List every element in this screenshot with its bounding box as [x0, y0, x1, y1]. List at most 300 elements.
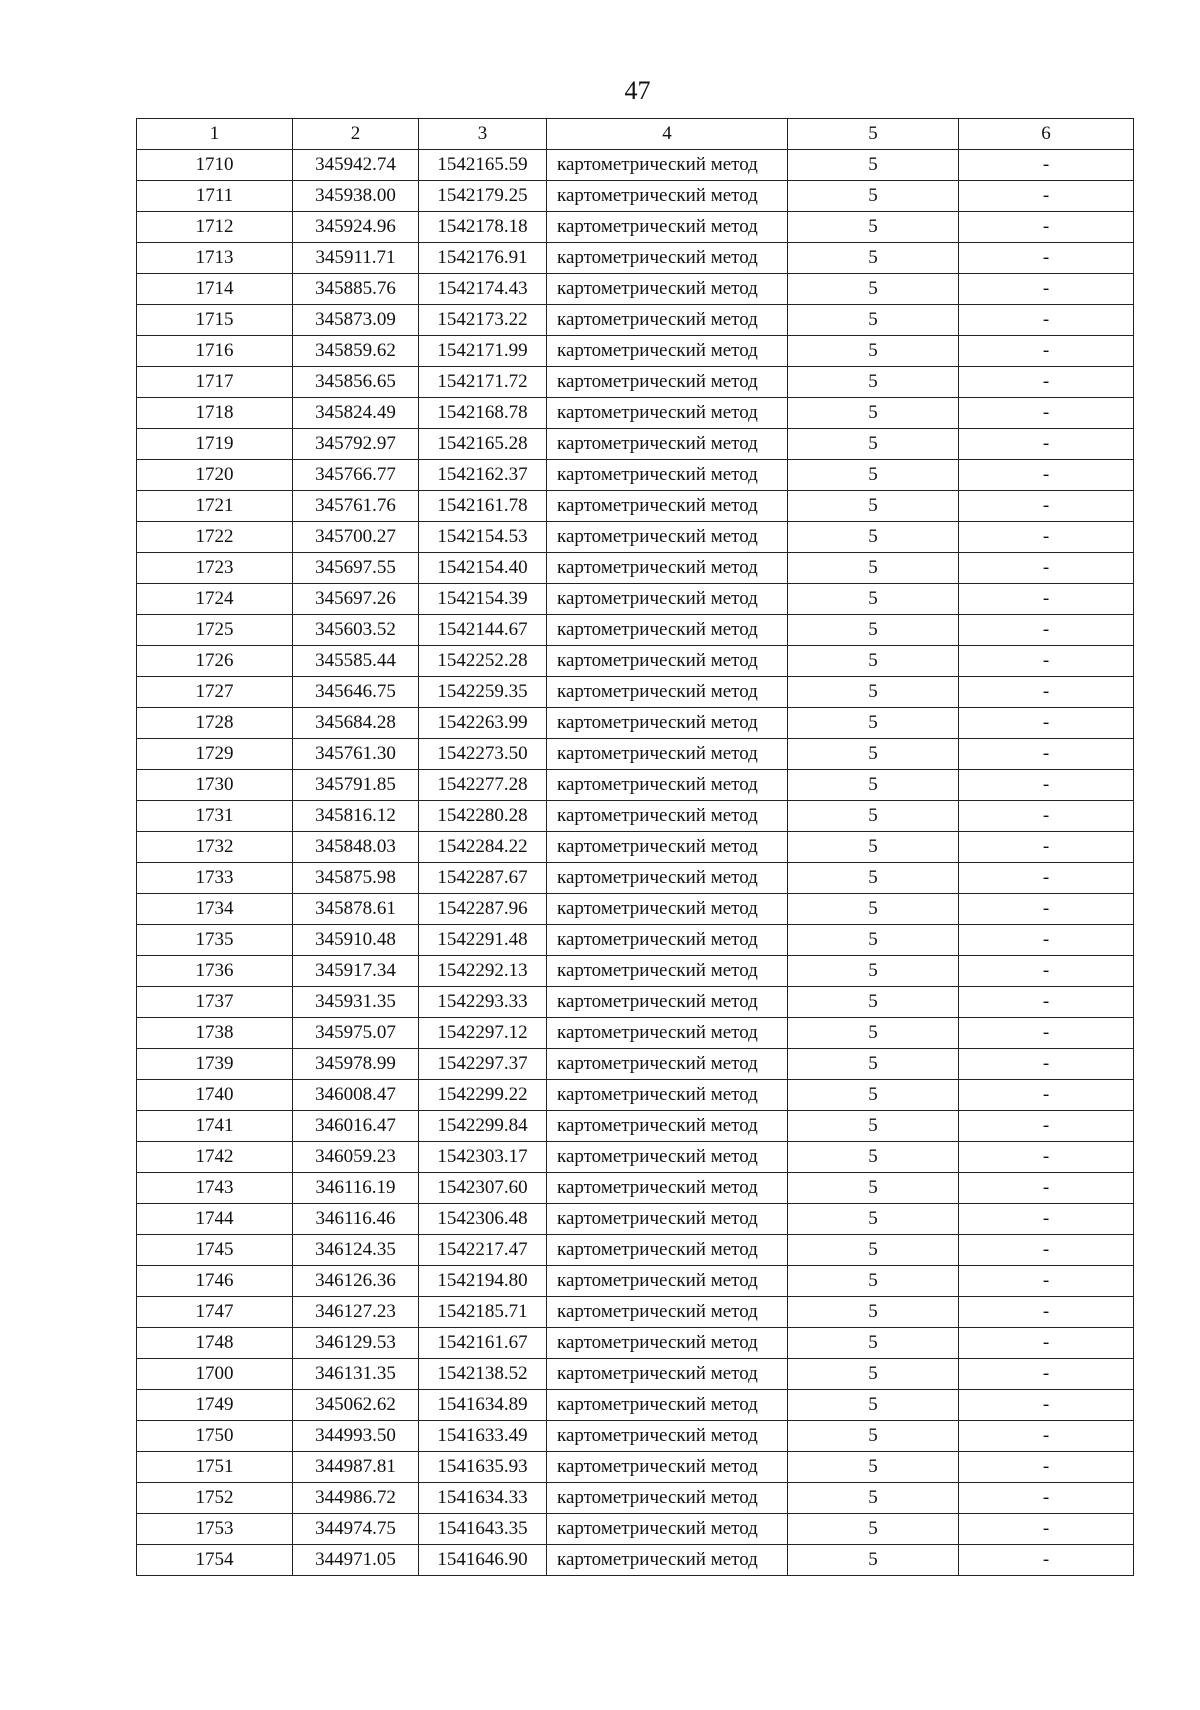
accuracy-cell: 5	[788, 1080, 959, 1111]
note-cell: -	[959, 553, 1134, 584]
accuracy-cell: 5	[788, 1235, 959, 1266]
table-row	[137, 739, 1134, 770]
point-number-cell: 1754	[137, 1545, 293, 1576]
y-coordinate-cell: 1541646.90	[419, 1545, 547, 1576]
method-cell: картометрический метод	[547, 150, 788, 181]
note-cell: -	[959, 429, 1134, 460]
point-number-cell: 1728	[137, 708, 293, 739]
accuracy-cell: 5	[788, 1018, 959, 1049]
method-cell: картометрический метод	[547, 1297, 788, 1328]
y-coordinate-cell: 1541643.35	[419, 1514, 547, 1545]
point-number-cell: 1710	[137, 150, 293, 181]
method-cell: картометрический метод	[547, 646, 788, 677]
accuracy-cell: 5	[788, 925, 959, 956]
note-cell: -	[959, 1390, 1134, 1421]
accuracy-cell: 5	[788, 677, 959, 708]
x-coordinate-cell: 345697.55	[293, 553, 419, 584]
method-cell: картометрический метод	[547, 553, 788, 584]
table-row	[137, 708, 1134, 739]
accuracy-cell: 5	[788, 1545, 959, 1576]
point-number-cell: 1725	[137, 615, 293, 646]
coordinates-table	[136, 118, 1134, 1576]
y-coordinate-cell: 1542287.96	[419, 894, 547, 925]
point-number-cell: 1742	[137, 1142, 293, 1173]
point-number-cell: 1720	[137, 460, 293, 491]
point-number-cell: 1752	[137, 1483, 293, 1514]
y-coordinate-cell: 1542171.99	[419, 336, 547, 367]
x-coordinate-cell: 344986.72	[293, 1483, 419, 1514]
y-coordinate-cell: 1542280.28	[419, 801, 547, 832]
table-row	[137, 336, 1134, 367]
x-coordinate-cell: 344987.81	[293, 1452, 419, 1483]
note-cell: -	[959, 894, 1134, 925]
accuracy-cell: 5	[788, 1483, 959, 1514]
x-coordinate-cell: 345766.77	[293, 460, 419, 491]
y-coordinate-cell: 1542277.28	[419, 770, 547, 801]
point-number-cell: 1712	[137, 212, 293, 243]
accuracy-cell: 5	[788, 212, 959, 243]
table-row	[137, 1266, 1134, 1297]
note-cell: -	[959, 1049, 1134, 1080]
point-number-cell: 1750	[137, 1421, 293, 1452]
method-cell: картометрический метод	[547, 1390, 788, 1421]
y-coordinate-cell: 1542154.40	[419, 553, 547, 584]
point-number-cell: 1736	[137, 956, 293, 987]
accuracy-cell: 5	[788, 429, 959, 460]
method-cell: картометрический метод	[547, 1359, 788, 1390]
note-cell: -	[959, 1173, 1134, 1204]
point-number-cell: 1738	[137, 1018, 293, 1049]
y-coordinate-cell: 1542173.22	[419, 305, 547, 336]
y-coordinate-cell: 1542252.28	[419, 646, 547, 677]
accuracy-cell: 5	[788, 1390, 959, 1421]
x-coordinate-cell: 345791.85	[293, 770, 419, 801]
table-row	[137, 894, 1134, 925]
note-cell: -	[959, 956, 1134, 987]
table-row	[137, 150, 1134, 181]
point-number-cell: 1749	[137, 1390, 293, 1421]
accuracy-cell: 5	[788, 336, 959, 367]
method-cell: картометрический метод	[547, 305, 788, 336]
table-header-row	[137, 119, 1134, 150]
y-coordinate-cell: 1542176.91	[419, 243, 547, 274]
accuracy-cell: 5	[788, 832, 959, 863]
accuracy-cell: 5	[788, 243, 959, 274]
accuracy-cell: 5	[788, 398, 959, 429]
accuracy-cell: 5	[788, 1204, 959, 1235]
method-cell: картометрический метод	[547, 1545, 788, 1576]
table-row	[137, 1390, 1134, 1421]
accuracy-cell: 5	[788, 1514, 959, 1545]
column-header: 1	[137, 119, 293, 150]
x-coordinate-cell: 344993.50	[293, 1421, 419, 1452]
table-row	[137, 243, 1134, 274]
y-coordinate-cell: 1542165.59	[419, 150, 547, 181]
table-row	[137, 367, 1134, 398]
point-number-cell: 1722	[137, 522, 293, 553]
method-cell: картометрический метод	[547, 1049, 788, 1080]
point-number-cell: 1744	[137, 1204, 293, 1235]
table-row	[137, 863, 1134, 894]
table-row	[137, 1359, 1134, 1390]
method-cell: картометрический метод	[547, 863, 788, 894]
table-row	[137, 1142, 1134, 1173]
x-coordinate-cell: 346124.35	[293, 1235, 419, 1266]
note-cell: -	[959, 1235, 1134, 1266]
y-coordinate-cell: 1542287.67	[419, 863, 547, 894]
y-coordinate-cell: 1542161.78	[419, 491, 547, 522]
x-coordinate-cell: 345978.99	[293, 1049, 419, 1080]
x-coordinate-cell: 345848.03	[293, 832, 419, 863]
table-row	[137, 832, 1134, 863]
table-row	[137, 1483, 1134, 1514]
table-row	[137, 1421, 1134, 1452]
accuracy-cell: 5	[788, 956, 959, 987]
point-number-cell: 1726	[137, 646, 293, 677]
x-coordinate-cell: 345859.62	[293, 336, 419, 367]
y-coordinate-cell: 1542138.52	[419, 1359, 547, 1390]
point-number-cell: 1743	[137, 1173, 293, 1204]
point-number-cell: 1734	[137, 894, 293, 925]
point-number-cell: 1727	[137, 677, 293, 708]
note-cell: -	[959, 1328, 1134, 1359]
y-coordinate-cell: 1542259.35	[419, 677, 547, 708]
note-cell: -	[959, 274, 1134, 305]
note-cell: -	[959, 863, 1134, 894]
y-coordinate-cell: 1542299.22	[419, 1080, 547, 1111]
note-cell: -	[959, 1421, 1134, 1452]
note-cell: -	[959, 1018, 1134, 1049]
note-cell: -	[959, 1545, 1134, 1576]
method-cell: картометрический метод	[547, 1142, 788, 1173]
x-coordinate-cell: 345924.96	[293, 212, 419, 243]
note-cell: -	[959, 336, 1134, 367]
note-cell: -	[959, 460, 1134, 491]
y-coordinate-cell: 1542165.28	[419, 429, 547, 460]
method-cell: картометрический метод	[547, 801, 788, 832]
note-cell: -	[959, 646, 1134, 677]
y-coordinate-cell: 1542263.99	[419, 708, 547, 739]
y-coordinate-cell: 1541635.93	[419, 1452, 547, 1483]
accuracy-cell: 5	[788, 181, 959, 212]
note-cell: -	[959, 708, 1134, 739]
x-coordinate-cell: 345646.75	[293, 677, 419, 708]
y-coordinate-cell: 1541634.89	[419, 1390, 547, 1421]
note-cell: -	[959, 615, 1134, 646]
accuracy-cell: 5	[788, 553, 959, 584]
method-cell: картометрический метод	[547, 1204, 788, 1235]
method-cell: картометрический метод	[547, 1514, 788, 1545]
table-row	[137, 429, 1134, 460]
accuracy-cell: 5	[788, 1421, 959, 1452]
method-cell: картометрический метод	[547, 1452, 788, 1483]
point-number-cell: 1747	[137, 1297, 293, 1328]
y-coordinate-cell: 1542178.18	[419, 212, 547, 243]
table-row	[137, 956, 1134, 987]
y-coordinate-cell: 1541633.49	[419, 1421, 547, 1452]
y-coordinate-cell: 1542161.67	[419, 1328, 547, 1359]
method-cell: картометрический метод	[547, 677, 788, 708]
table-row	[137, 460, 1134, 491]
y-coordinate-cell: 1542307.60	[419, 1173, 547, 1204]
method-cell: картометрический метод	[547, 615, 788, 646]
y-coordinate-cell: 1542306.48	[419, 1204, 547, 1235]
note-cell: -	[959, 987, 1134, 1018]
method-cell: картометрический метод	[547, 336, 788, 367]
table-row	[137, 398, 1134, 429]
accuracy-cell: 5	[788, 1266, 959, 1297]
note-cell: -	[959, 677, 1134, 708]
method-cell: картометрический метод	[547, 181, 788, 212]
point-number-cell: 1740	[137, 1080, 293, 1111]
table-row	[137, 305, 1134, 336]
point-number-cell: 1718	[137, 398, 293, 429]
method-cell: картометрический метод	[547, 1111, 788, 1142]
point-number-cell: 1739	[137, 1049, 293, 1080]
accuracy-cell: 5	[788, 274, 959, 305]
note-cell: -	[959, 1514, 1134, 1545]
method-cell: картометрический метод	[547, 584, 788, 615]
note-cell: -	[959, 398, 1134, 429]
column-header: 5	[788, 119, 959, 150]
accuracy-cell: 5	[788, 1142, 959, 1173]
table-row	[137, 1328, 1134, 1359]
table-row	[137, 615, 1134, 646]
x-coordinate-cell: 345700.27	[293, 522, 419, 553]
method-cell: картометрический метод	[547, 1018, 788, 1049]
x-coordinate-cell: 345975.07	[293, 1018, 419, 1049]
table-row	[137, 1514, 1134, 1545]
method-cell: картометрический метод	[547, 1266, 788, 1297]
method-cell: картометрический метод	[547, 1421, 788, 1452]
table-row	[137, 1080, 1134, 1111]
page-number: 47	[624, 76, 651, 105]
x-coordinate-cell: 345942.74	[293, 150, 419, 181]
y-coordinate-cell: 1542174.43	[419, 274, 547, 305]
x-coordinate-cell: 345917.34	[293, 956, 419, 987]
note-cell: -	[959, 925, 1134, 956]
table-row	[137, 1297, 1134, 1328]
point-number-cell: 1745	[137, 1235, 293, 1266]
y-coordinate-cell: 1542154.53	[419, 522, 547, 553]
table-row	[137, 987, 1134, 1018]
y-coordinate-cell: 1542168.78	[419, 398, 547, 429]
method-cell: картометрический метод	[547, 739, 788, 770]
note-cell: -	[959, 1142, 1134, 1173]
y-coordinate-cell: 1541634.33	[419, 1483, 547, 1514]
x-coordinate-cell: 345875.98	[293, 863, 419, 894]
method-cell: картометрический метод	[547, 398, 788, 429]
note-cell: -	[959, 832, 1134, 863]
accuracy-cell: 5	[788, 770, 959, 801]
point-number-cell: 1715	[137, 305, 293, 336]
y-coordinate-cell: 1542303.17	[419, 1142, 547, 1173]
note-cell: -	[959, 1452, 1134, 1483]
x-coordinate-cell: 345856.65	[293, 367, 419, 398]
method-cell: картометрический метод	[547, 274, 788, 305]
x-coordinate-cell: 345697.26	[293, 584, 419, 615]
method-cell: картометрический метод	[547, 212, 788, 243]
method-cell: картометрический метод	[547, 1328, 788, 1359]
table-row	[137, 522, 1134, 553]
method-cell: картометрический метод	[547, 429, 788, 460]
accuracy-cell: 5	[788, 460, 959, 491]
table-row	[137, 801, 1134, 832]
x-coordinate-cell: 345910.48	[293, 925, 419, 956]
point-number-cell: 1713	[137, 243, 293, 274]
table-row	[137, 1173, 1134, 1204]
x-coordinate-cell: 345684.28	[293, 708, 419, 739]
point-number-cell: 1700	[137, 1359, 293, 1390]
table-row	[137, 1545, 1134, 1576]
table-row	[137, 584, 1134, 615]
accuracy-cell: 5	[788, 708, 959, 739]
point-number-cell: 1748	[137, 1328, 293, 1359]
note-cell: -	[959, 739, 1134, 770]
column-header: 2	[293, 119, 419, 150]
method-cell: картометрический метод	[547, 925, 788, 956]
table-row	[137, 274, 1134, 305]
method-cell: картометрический метод	[547, 491, 788, 522]
x-coordinate-cell: 345824.49	[293, 398, 419, 429]
table-row	[137, 646, 1134, 677]
note-cell: -	[959, 212, 1134, 243]
y-coordinate-cell: 1542292.13	[419, 956, 547, 987]
x-coordinate-cell: 345911.71	[293, 243, 419, 274]
table-row	[137, 1204, 1134, 1235]
point-number-cell: 1711	[137, 181, 293, 212]
accuracy-cell: 5	[788, 522, 959, 553]
point-number-cell: 1714	[137, 274, 293, 305]
accuracy-cell: 5	[788, 1297, 959, 1328]
x-coordinate-cell: 346127.23	[293, 1297, 419, 1328]
method-cell: картометрический метод	[547, 708, 788, 739]
note-cell: -	[959, 1080, 1134, 1111]
method-cell: картометрический метод	[547, 460, 788, 491]
y-coordinate-cell: 1542293.33	[419, 987, 547, 1018]
x-coordinate-cell: 346116.19	[293, 1173, 419, 1204]
accuracy-cell: 5	[788, 646, 959, 677]
x-coordinate-cell: 345792.97	[293, 429, 419, 460]
table-row	[137, 181, 1134, 212]
y-coordinate-cell: 1542144.67	[419, 615, 547, 646]
point-number-cell: 1721	[137, 491, 293, 522]
method-cell: картометрический метод	[547, 832, 788, 863]
point-number-cell: 1719	[137, 429, 293, 460]
y-coordinate-cell: 1542299.84	[419, 1111, 547, 1142]
note-cell: -	[959, 1483, 1134, 1514]
point-number-cell: 1723	[137, 553, 293, 584]
accuracy-cell: 5	[788, 1359, 959, 1390]
point-number-cell: 1746	[137, 1266, 293, 1297]
method-cell: картометрический метод	[547, 1483, 788, 1514]
table-row	[137, 553, 1134, 584]
method-cell: картометрический метод	[547, 367, 788, 398]
y-coordinate-cell: 1542297.12	[419, 1018, 547, 1049]
y-coordinate-cell: 1542185.71	[419, 1297, 547, 1328]
y-coordinate-cell: 1542273.50	[419, 739, 547, 770]
accuracy-cell: 5	[788, 987, 959, 1018]
table-row	[137, 212, 1134, 243]
accuracy-cell: 5	[788, 1452, 959, 1483]
point-number-cell: 1717	[137, 367, 293, 398]
x-coordinate-cell: 345603.52	[293, 615, 419, 646]
accuracy-cell: 5	[788, 615, 959, 646]
point-number-cell: 1724	[137, 584, 293, 615]
y-coordinate-cell: 1542284.22	[419, 832, 547, 863]
x-coordinate-cell: 346008.47	[293, 1080, 419, 1111]
point-number-cell: 1741	[137, 1111, 293, 1142]
column-header: 3	[419, 119, 547, 150]
x-coordinate-cell: 345878.61	[293, 894, 419, 925]
y-coordinate-cell: 1542162.37	[419, 460, 547, 491]
point-number-cell: 1733	[137, 863, 293, 894]
table-row	[137, 1049, 1134, 1080]
note-cell: -	[959, 491, 1134, 522]
y-coordinate-cell: 1542179.25	[419, 181, 547, 212]
x-coordinate-cell: 345062.62	[293, 1390, 419, 1421]
note-cell: -	[959, 1266, 1134, 1297]
method-cell: картометрический метод	[547, 1235, 788, 1266]
accuracy-cell: 5	[788, 1328, 959, 1359]
note-cell: -	[959, 770, 1134, 801]
x-coordinate-cell: 346016.47	[293, 1111, 419, 1142]
note-cell: -	[959, 181, 1134, 212]
point-number-cell: 1729	[137, 739, 293, 770]
table-row	[137, 770, 1134, 801]
x-coordinate-cell: 345761.76	[293, 491, 419, 522]
column-header: 4	[547, 119, 788, 150]
note-cell: -	[959, 305, 1134, 336]
note-cell: -	[959, 1297, 1134, 1328]
x-coordinate-cell: 344974.75	[293, 1514, 419, 1545]
x-coordinate-cell: 346131.35	[293, 1359, 419, 1390]
column-header: 6	[959, 119, 1134, 150]
y-coordinate-cell: 1542291.48	[419, 925, 547, 956]
accuracy-cell: 5	[788, 1049, 959, 1080]
accuracy-cell: 5	[788, 150, 959, 181]
note-cell: -	[959, 367, 1134, 398]
method-cell: картометрический метод	[547, 522, 788, 553]
x-coordinate-cell: 345873.09	[293, 305, 419, 336]
note-cell: -	[959, 150, 1134, 181]
method-cell: картометрический метод	[547, 243, 788, 274]
point-number-cell: 1753	[137, 1514, 293, 1545]
point-number-cell: 1730	[137, 770, 293, 801]
table-row	[137, 491, 1134, 522]
method-cell: картометрический метод	[547, 1173, 788, 1204]
method-cell: картометрический метод	[547, 956, 788, 987]
y-coordinate-cell: 1542194.80	[419, 1266, 547, 1297]
table-row	[137, 1111, 1134, 1142]
x-coordinate-cell: 345761.30	[293, 739, 419, 770]
y-coordinate-cell: 1542154.39	[419, 584, 547, 615]
accuracy-cell: 5	[788, 584, 959, 615]
accuracy-cell: 5	[788, 305, 959, 336]
table-row	[137, 1235, 1134, 1266]
table-row	[137, 1452, 1134, 1483]
accuracy-cell: 5	[788, 739, 959, 770]
y-coordinate-cell: 1542297.37	[419, 1049, 547, 1080]
x-coordinate-cell: 346116.46	[293, 1204, 419, 1235]
note-cell: -	[959, 243, 1134, 274]
accuracy-cell: 5	[788, 1111, 959, 1142]
table-row	[137, 677, 1134, 708]
y-coordinate-cell: 1542217.47	[419, 1235, 547, 1266]
x-coordinate-cell: 344971.05	[293, 1545, 419, 1576]
accuracy-cell: 5	[788, 801, 959, 832]
x-coordinate-cell: 345885.76	[293, 274, 419, 305]
